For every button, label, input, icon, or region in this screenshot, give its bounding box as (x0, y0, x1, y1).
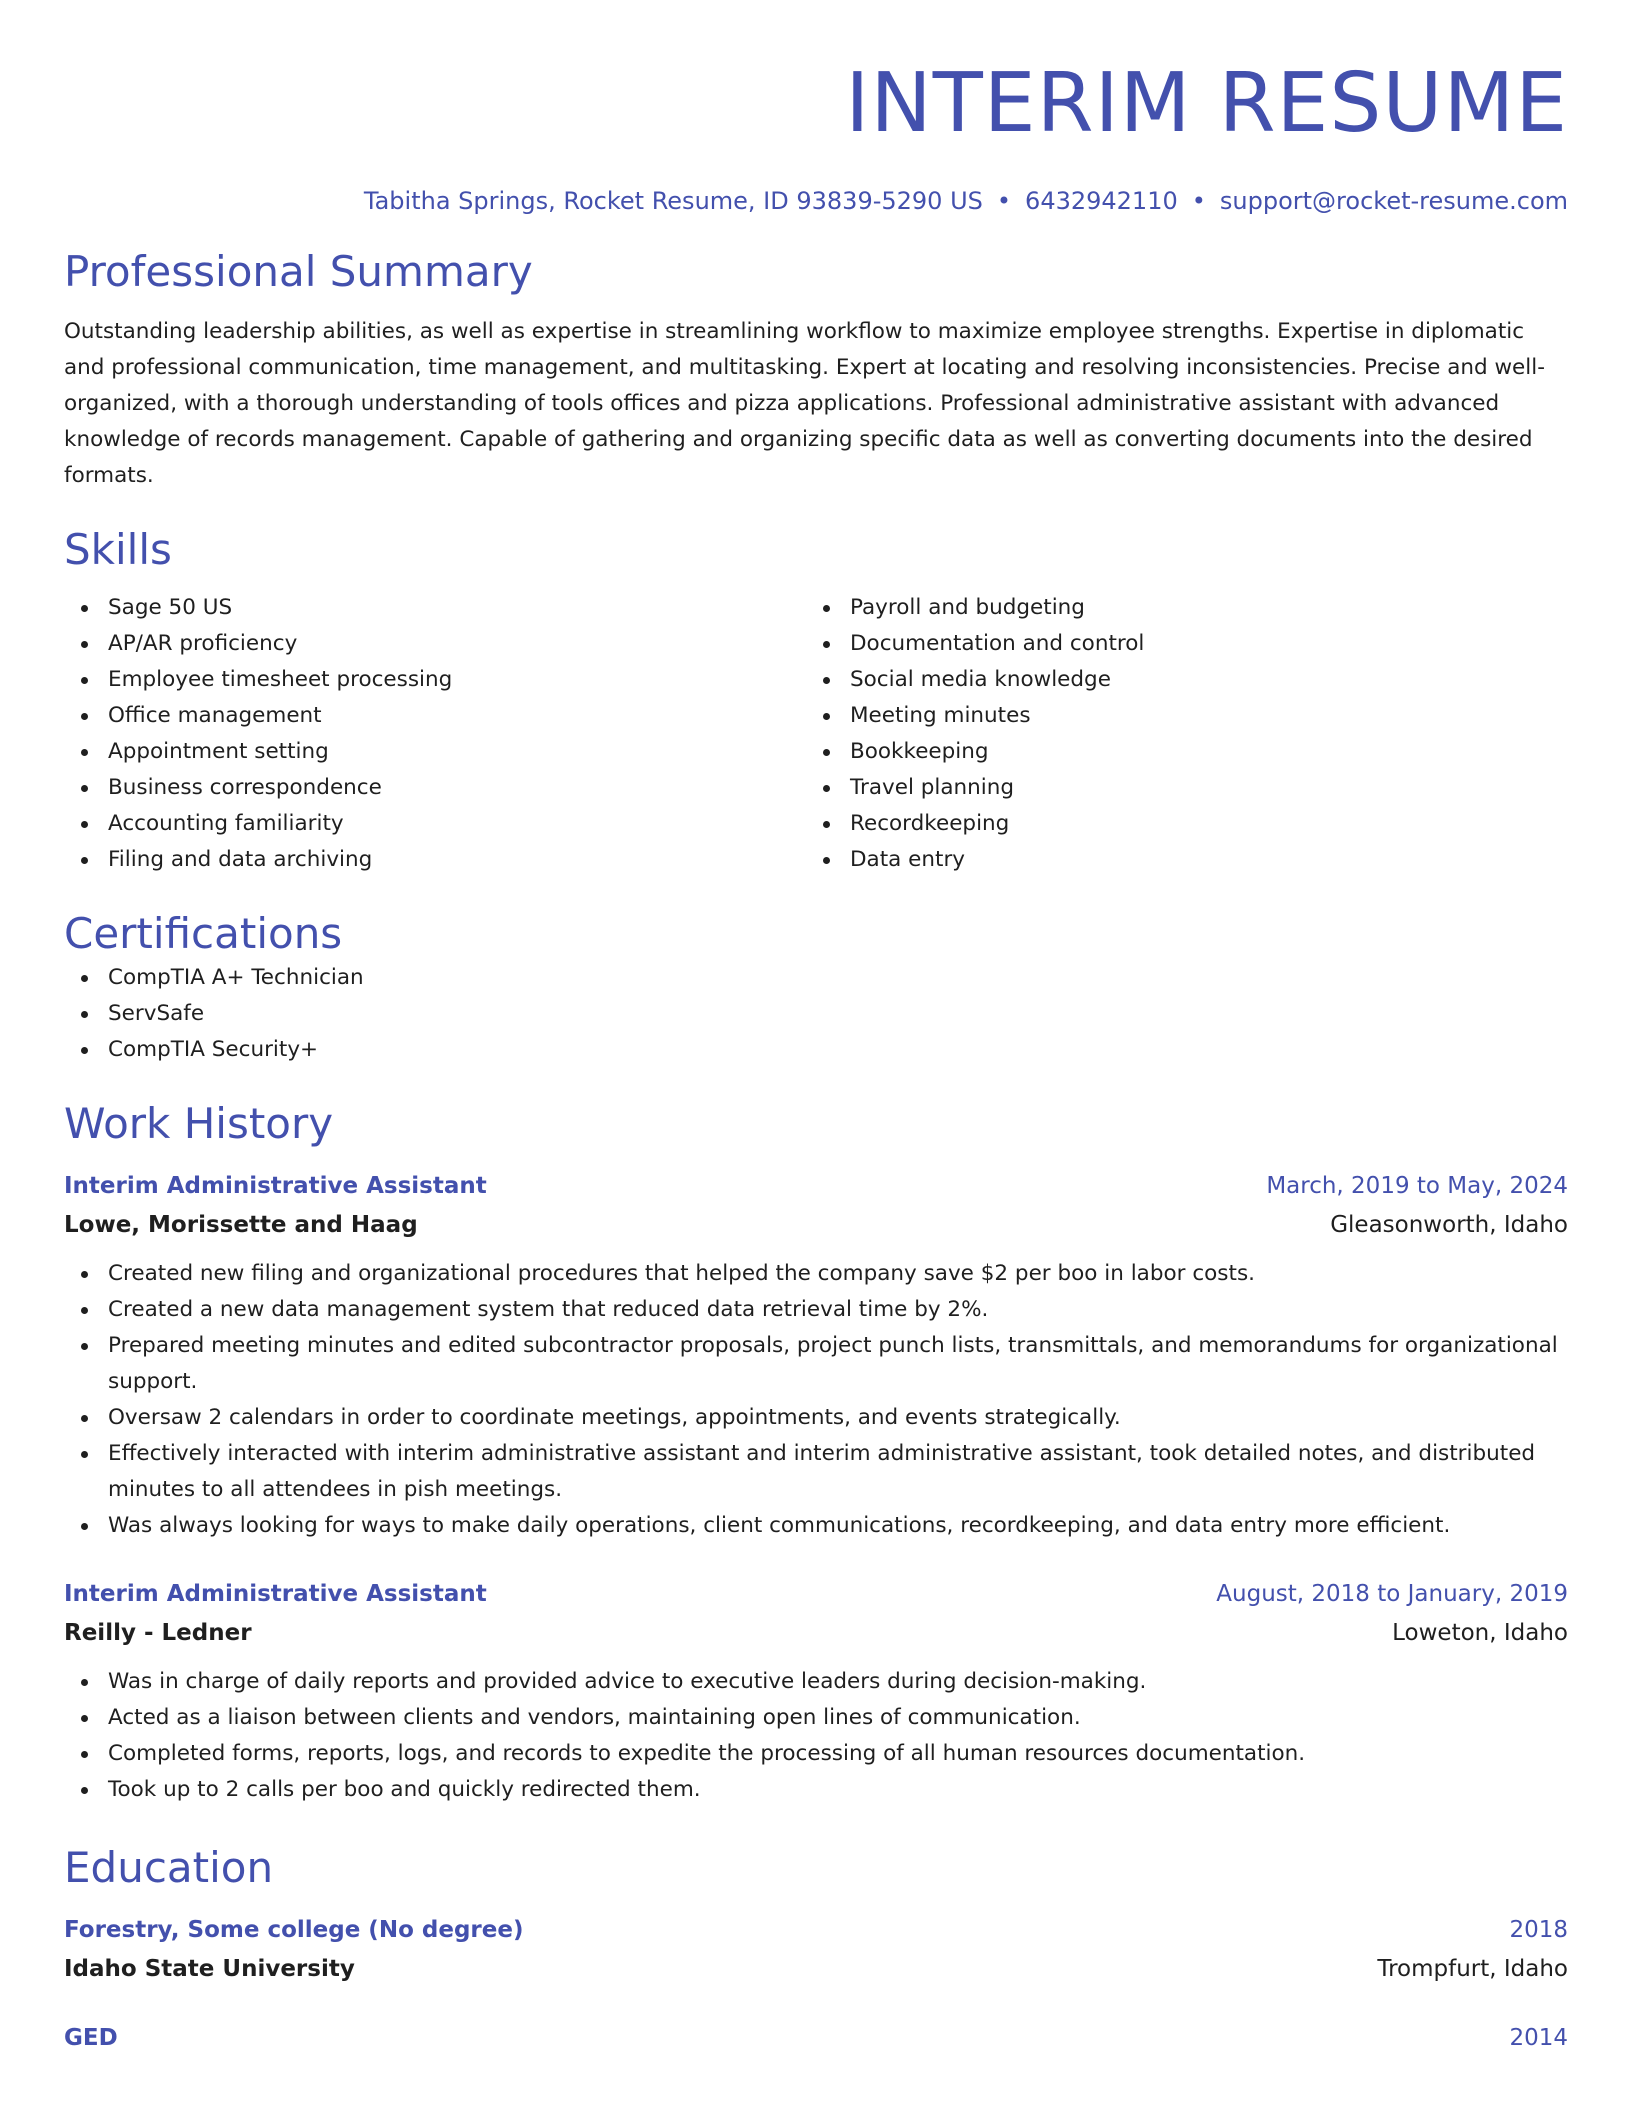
contact-separator: • (1191, 187, 1206, 215)
contact-separator: • (996, 187, 1012, 215)
job-bullet: Oversaw 2 calendars in order to coordinate meetings, appointments, and events strategically. (64, 1400, 1568, 1436)
education-heading: Education (64, 1843, 274, 1892)
job-header (64, 1574, 1568, 1614)
education-header (64, 1910, 1568, 1950)
skill-item: AP/AR proficiency (64, 626, 806, 662)
job-entry (64, 1574, 1568, 1808)
skill-item: Employee timesheet processing (64, 662, 806, 698)
job-header (64, 1166, 1568, 1206)
job-bullet: Completed forms, reports, logs, and records to expedite the processing of all human resources documentation. (64, 1736, 1568, 1772)
skill-item: Recordkeeping (806, 806, 1548, 842)
job-bullet: Was in charge of daily reports and provided advice to executive leaders during decision-making. (64, 1664, 1568, 1700)
certification-item: CompTIA A+ Technician (64, 960, 1568, 996)
skills-list-left (64, 590, 806, 878)
job-entry (64, 1166, 1568, 1544)
job-location: Loweton, Idaho (1392, 1620, 1568, 1646)
summary-heading: Professional Summary (64, 247, 533, 296)
job-bullets (64, 1664, 1568, 1808)
skill-item: Social media knowledge (806, 662, 1548, 698)
education-year: 2018 (1509, 1917, 1568, 1943)
education-entry (64, 2018, 1568, 2058)
education-school: Idaho State University (64, 1956, 355, 1982)
skill-item: Appointment setting (64, 734, 806, 770)
resume-title: INTERIM RESUME (845, 56, 1568, 151)
skill-item: Payroll and budgeting (806, 590, 1548, 626)
job-dates: March, 2019 to May, 2024 (1266, 1173, 1568, 1199)
contact-address: Tabitha Springs, Rocket Resume, ID 93839-5290 US (363, 187, 983, 215)
job-bullet: Was always looking for ways to make daily operations, client communications, recordkeeping, and data entry more efficient. (64, 1508, 1568, 1544)
contact-email[interactable]: support@rocket-resume.com (1219, 187, 1568, 215)
skill-item: Office management (64, 698, 806, 734)
education-header (64, 2018, 1568, 2058)
certification-item: ServSafe (64, 996, 1568, 1032)
skills-list-right (806, 590, 1548, 878)
skills-column-right (806, 590, 1548, 878)
skills-column-left (64, 590, 806, 878)
certifications-list (64, 960, 1568, 1068)
contact-line (64, 186, 1568, 216)
work-history-heading: Work History (64, 1099, 334, 1148)
skill-item: Filing and data archiving (64, 842, 806, 878)
skill-item: Meeting minutes (806, 698, 1548, 734)
job-company-row (64, 1206, 1568, 1244)
education-location: Trompfurt, Idaho (1377, 1956, 1568, 1982)
education-degree: GED (64, 2025, 118, 2051)
education-entry (64, 1910, 1568, 1988)
education-year: 2014 (1509, 2025, 1568, 2051)
job-bullet: Effectively interacted with interim administrative assistant and interim administrative assistant, took detailed notes, and distributed minutes to all attendees in pish meetings. (64, 1436, 1568, 1508)
job-title: Interim Administrative Assistant (64, 1173, 487, 1199)
skills-grid (64, 590, 1568, 878)
job-bullet: Acted as a liaison between clients and vendors, maintaining open lines of communication. (64, 1700, 1568, 1736)
skill-item: Bookkeeping (806, 734, 1548, 770)
job-company-row (64, 1614, 1568, 1652)
job-dates: August, 2018 to January, 2019 (1216, 1581, 1568, 1607)
job-bullet: Created new filing and organizational procedures that helped the company save $2 per boo in labor costs. (64, 1256, 1568, 1292)
certification-item: CompTIA Security+ (64, 1032, 1568, 1068)
skill-item: Data entry (806, 842, 1548, 878)
skill-item: Accounting familiarity (64, 806, 806, 842)
skill-item: Travel planning (806, 770, 1548, 806)
contact-phone: 6432942110 (1025, 187, 1178, 215)
certifications-heading: Certifications (64, 909, 343, 958)
job-bullet: Created a new data management system that reduced data retrieval time by 2%. (64, 1292, 1568, 1328)
skill-item: Business correspondence (64, 770, 806, 806)
education-degree: Forestry, Some college (No degree) (64, 1917, 524, 1943)
skill-item: Documentation and control (806, 626, 1548, 662)
skill-item: Sage 50 US (64, 590, 806, 626)
job-bullet: Prepared meeting minutes and edited subcontractor proposals, project punch lists, transmittals, and memorandums for organizational support. (64, 1328, 1568, 1400)
job-company: Reilly - Ledner (64, 1620, 252, 1646)
job-location: Gleasonworth, Idaho (1330, 1212, 1568, 1238)
job-title: Interim Administrative Assistant (64, 1581, 487, 1607)
summary-text: Outstanding leadership abilities, as well as expertise in streamlining workflow to maximize employee strengths. Expertise in diplomatic and professional communication, time management, and multitasking. Expert at locating and resolving inconsistencies. Precise and well-organized, with a thorough understanding of tools offices and pizza applications. Professional administrative assistant with advanced knowledge of records management. Capable of gathering and organizing specific data as well as converting documents into the desired formats. (64, 319, 1545, 488)
skills-heading: Skills (64, 525, 172, 574)
job-bullets (64, 1256, 1568, 1544)
job-company: Lowe, Morissette and Haag (64, 1212, 418, 1238)
job-bullet: Took up to 2 calls per boo and quickly redirected them. (64, 1772, 1568, 1808)
education-school-row (64, 1950, 1568, 1988)
